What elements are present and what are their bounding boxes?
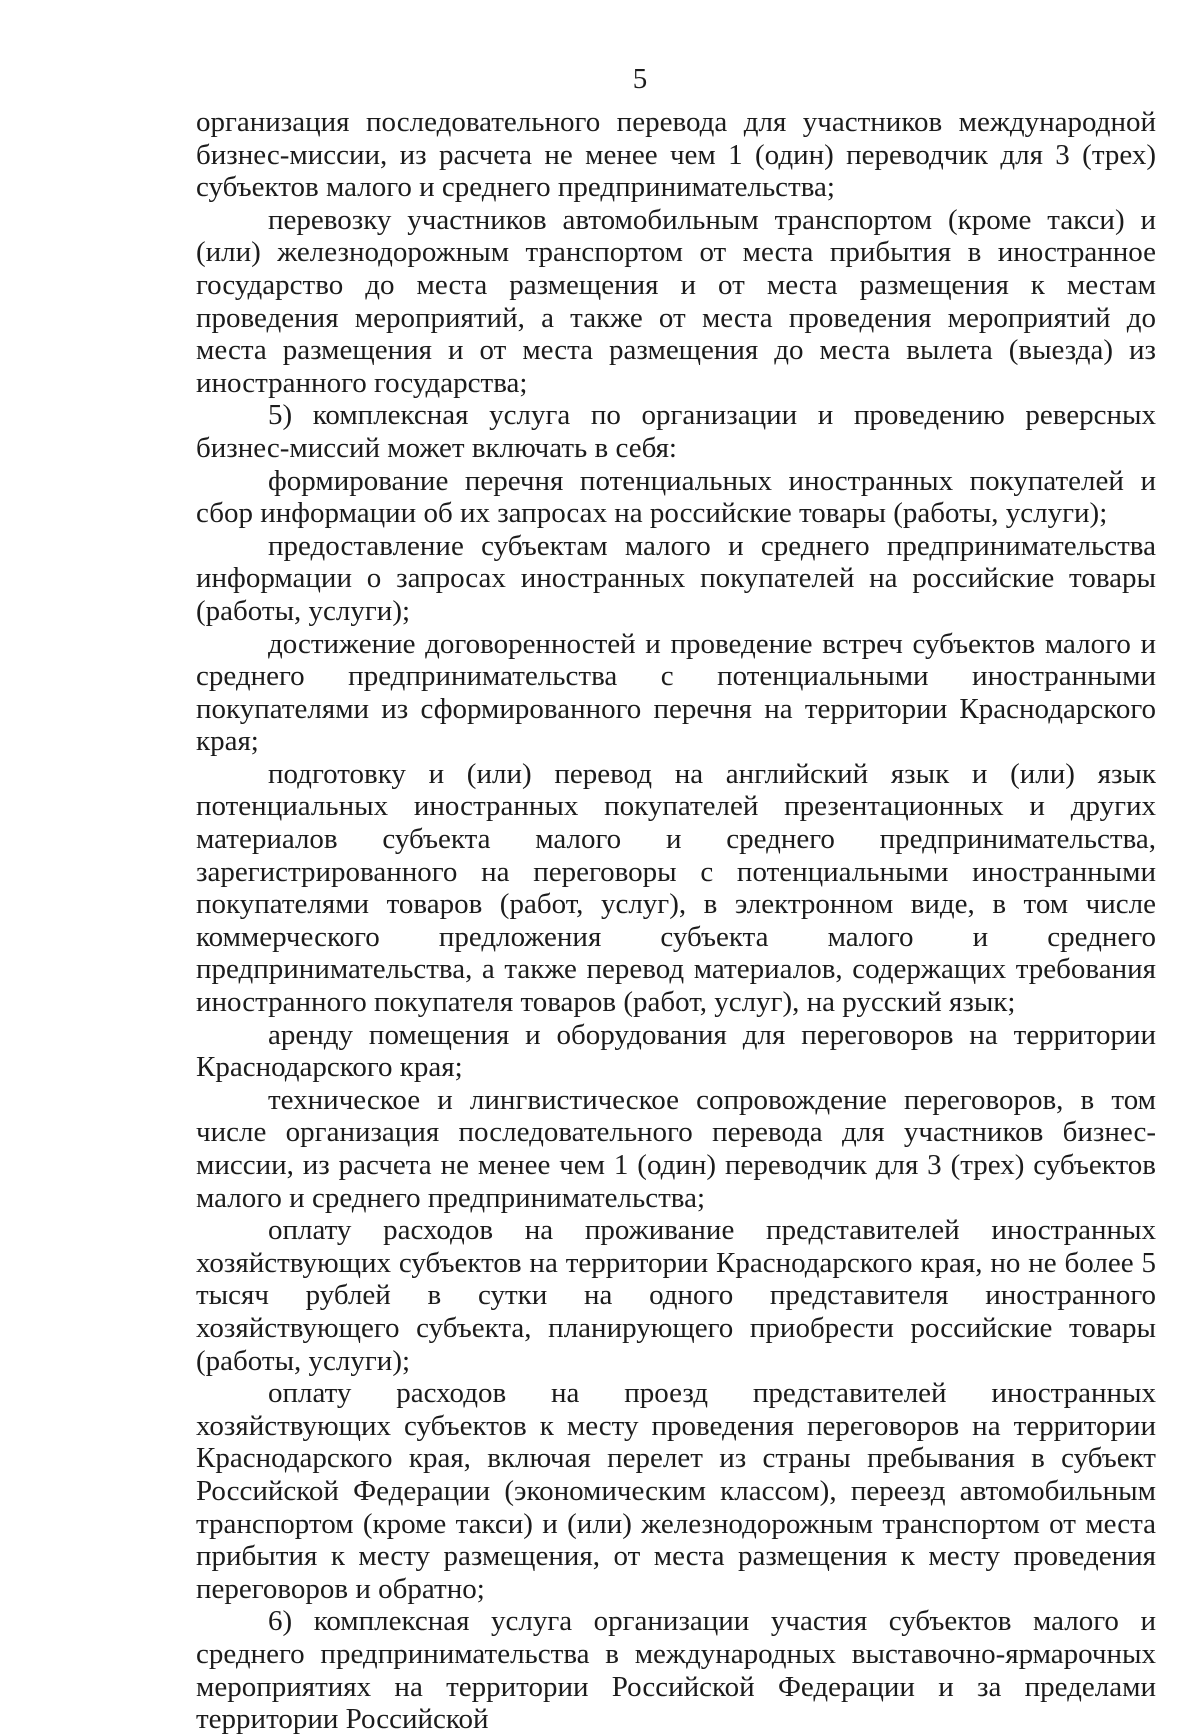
paragraph-translation-organization: организация последовательного перевода для участников международной бизнес-миссии, из расчета не менее чем 1 (один) переводчик для 3 (трех) субъектов малого и среднего предпринимательства;: [196, 106, 1156, 204]
paragraph-buyers-list: формирование перечня потенциальных иностранных покупателей и сбор информации об их запросах на российские товары (работы, услуги);: [196, 464, 1156, 530]
paragraph-materials-translation: подготовку и (или) перевод на английский язык и (или) язык потенциальных иностранных покупателей презентационных и других материалов субъекта малого и среднего предпринимательства, зарегистрированного на переговоры с потенциальными иностранными покупателями товаров (работ, услуг), в электронном виде, в том числе коммерческого предложения субъекта малого и среднего предпринимательства, а также перевод материалов, содержащих требования иностранного покупателя товаров (работ, услуг), на русский язык;: [196, 757, 1156, 1019]
paragraph-item-5-reverse-missions: 5) комплексная услуга по организации и проведению реверсных бизнес-миссий может включать в себя:: [196, 399, 1156, 464]
paragraph-premises-rent: аренду помещения и оборудования для переговоров на территории Краснодарского края;: [196, 1018, 1156, 1084]
paragraph-travel-costs: оплату расходов на проезд представителей иностранных хозяйствующих субъектов к месту проведения переговоров на территории Краснодарского края, включая перелет из страны пребывания в субъект Российской Федерации (экономическим классом), переезд автомобильным транспортом (кроме такси) и (или) железнодорожным транспортом от места прибытия к месту размещения, от места размещения к месту проведения переговоров и обратно;: [196, 1377, 1156, 1605]
paragraph-negotiation-support: техническое и лингвистическое сопровождение переговоров, в том числе организация последовательного перевода для участников бизнес-миссии, из расчета не менее чем 1 (один) переводчик для 3 (трех) субъектов малого и среднего предпринимательства;: [196, 1083, 1156, 1214]
paragraph-agreements-meetings: достижение договоренностей и проведение встреч субъектов малого и среднего предпринимательства с потенциальными иностранными покупателями из сформированного перечня на территории Краснодарского края;: [196, 627, 1156, 758]
paragraph-requests-info: предоставление субъектам малого и среднего предпринимательства информации о запросах иностранных покупателей на российские товары (работы, услуги);: [196, 529, 1156, 627]
document-body: [196, 106, 1156, 1736]
paragraph-accommodation-costs: оплату расходов на проживание представителей иностранных хозяйствующих субъектов на территории Краснодарского края, но не более 5 тысяч рублей в сутки на одного представителя иностранного хозяйствующего субъекта, планирующего приобрести российские товары (работы, услуги);: [196, 1214, 1156, 1377]
page-number: 5: [632, 63, 648, 95]
paragraph-transport: перевозку участников автомобильным транспортом (кроме такси) и (или) железнодорожным транспортом от места прибытия в иностранное государство до места размещения и от места размещения к местам проведения мероприятий, а также от места проведения мероприятий до места размещения и от места размещения до места вылета (выезда) из иностранного государства;: [196, 203, 1156, 399]
paragraph-item-6-exhibitions: 6) комплексная услуга организации участия субъектов малого и среднего предпринимательства в международных выставочно-ярмарочных мероприятиях на территории Российской Федерации и за пределами территории Российской: [196, 1605, 1156, 1736]
